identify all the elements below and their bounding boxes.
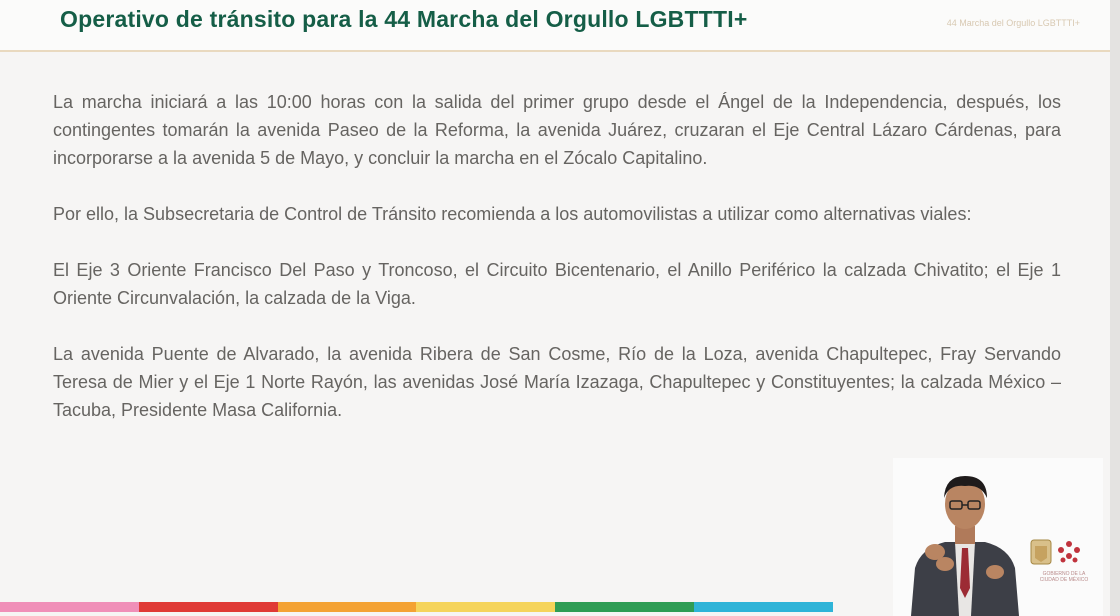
cdmx-logo-icon bbox=[1058, 541, 1080, 563]
stripe-segment bbox=[416, 602, 555, 612]
paragraph-route: La marcha iniciará a las 10:00 horas con la salida del primer grupo desde el Ángel de la Independencia, después, los contingentes tomarán la avenida Paseo de la Reforma, la avenida Juárez, cruzaran el Eje Central Lázaro Cárdenas, para incorporarse a la avenida 5 de Mayo, y concluir la marcha en el Zócalo Capitalino. bbox=[53, 92, 1061, 168]
slide-body bbox=[53, 88, 1061, 452]
slide-title: Operativo de tránsito para la 44 Marcha del Orgullo LGBTTTI+ bbox=[60, 6, 748, 32]
slide-header bbox=[0, 0, 1110, 52]
logo-caption: GOBIERNO DE LA CIUDAD DE MÉXICO bbox=[1039, 571, 1089, 583]
stripe-segment bbox=[555, 602, 694, 612]
sign-language-inset bbox=[893, 458, 1103, 616]
paragraph-alternatives-north: La avenida Puente de Alvarado, la avenida Ribera de San Cosme, Río de la Loza, avenida Chapultepec, Fray Servando Teresa de Mier y el Eje 1 Norte Rayón, las avenidas José María Izazaga, Chapultepec y Constituyentes; la calzada México – Tacuba, Presidente Masa California. bbox=[53, 344, 1061, 420]
paragraph-recommendation: Por ello, la Subsecretaria de Control de Tránsito recomienda a los automovilistas a utilizar como alternativas viales: bbox=[53, 204, 972, 224]
city-coat-of-arms-icon bbox=[1031, 540, 1051, 564]
stripe-segment bbox=[278, 602, 417, 612]
paragraph-alternatives-east: El Eje 3 Oriente Francisco Del Paso y Troncoso, el Circuito Bicentenario, el Anillo Periférico la calzada Chivatito; el Eje 1 Oriente Circunvalación, la calzada de la Viga. bbox=[53, 260, 1061, 308]
right-edge-border bbox=[1110, 0, 1120, 616]
rainbow-stripe bbox=[0, 602, 833, 612]
stripe-segment bbox=[694, 602, 833, 612]
header-tag: 44 Marcha del Orgullo LGBTTTI+ bbox=[946, 18, 1080, 28]
stripe-segment bbox=[139, 602, 278, 612]
sign-language-interpreter-icon bbox=[901, 468, 1029, 616]
stripe-segment bbox=[0, 602, 139, 612]
